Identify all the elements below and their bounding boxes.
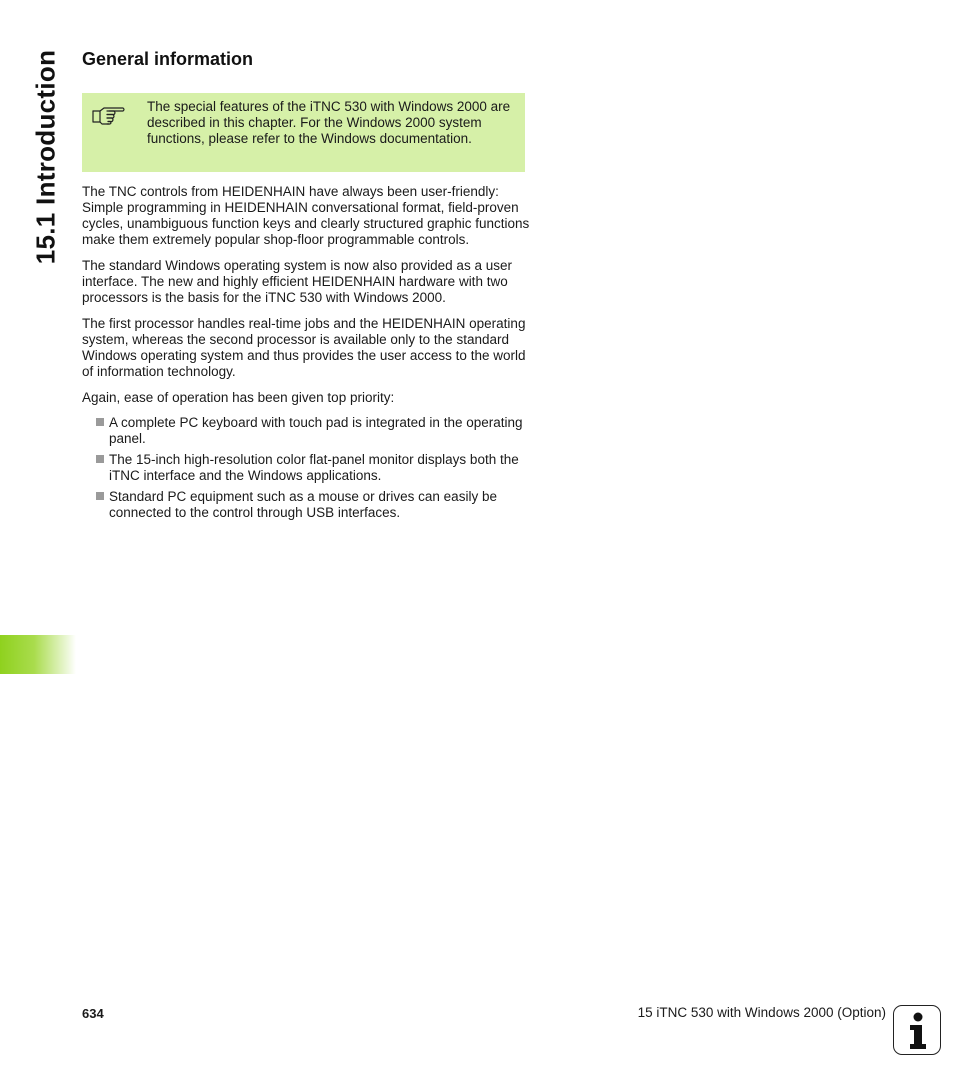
list-item-text: The 15-inch high-resolution color flat-panel monitor displays both the iTNC interface and the Windows applications. bbox=[109, 452, 519, 483]
square-bullet-icon bbox=[96, 418, 104, 426]
chapter-title: 15 iTNC 530 with Windows 2000 (Option) bbox=[637, 1005, 886, 1020]
page-number: 634 bbox=[82, 1006, 104, 1021]
section-title-vertical bbox=[28, 49, 64, 265]
list-intro: Again, ease of operation has been given top priority: bbox=[82, 390, 395, 405]
list-item bbox=[82, 489, 530, 521]
note-text: The special features of the iTNC 530 with Windows 2000 are described in this chapter. For the Windows 2000 system functions, please refer to the Windows documentation. bbox=[147, 99, 511, 146]
pointing-hand-icon bbox=[92, 104, 126, 126]
square-bullet-icon bbox=[96, 492, 104, 500]
section-heading: General information bbox=[82, 49, 254, 69]
paragraph: The TNC controls from HEIDENHAIN have always been user-friendly: Simple programming in HEIDENHAIN conversational format, field-proven cycles, unambiguous function keys and clearly structured graphic functions make them extremely popular shop-floor programmable controls. bbox=[82, 184, 530, 247]
body-text bbox=[82, 184, 530, 526]
note-box bbox=[82, 93, 525, 172]
list-item-text: A complete PC keyboard with touch pad is integrated in the operating panel. bbox=[109, 415, 523, 446]
square-bullet-icon bbox=[96, 455, 104, 463]
bullet-list bbox=[82, 415, 530, 521]
section-title-text: 15.1 Introduction bbox=[30, 49, 61, 265]
info-icon bbox=[893, 1005, 941, 1055]
list-item-text: Standard PC equipment such as a mouse or drives can easily be connected to the control through USB interfaces. bbox=[109, 489, 497, 520]
paragraph: The first processor handles real-time jobs and the HEIDENHAIN operating system, whereas the second processor is available only to the standard Windows operating system and thus provides the user access to the world of information technology. bbox=[82, 316, 526, 379]
list-item bbox=[82, 452, 530, 484]
list-item bbox=[82, 415, 530, 447]
paragraph: The standard Windows operating system is now also provided as a user interface. The new and highly efficient HEIDENHAIN hardware with two processors is the basis for the iTNC 530 with Windows 2000. bbox=[82, 258, 512, 305]
chapter-tab-marker bbox=[0, 635, 76, 674]
